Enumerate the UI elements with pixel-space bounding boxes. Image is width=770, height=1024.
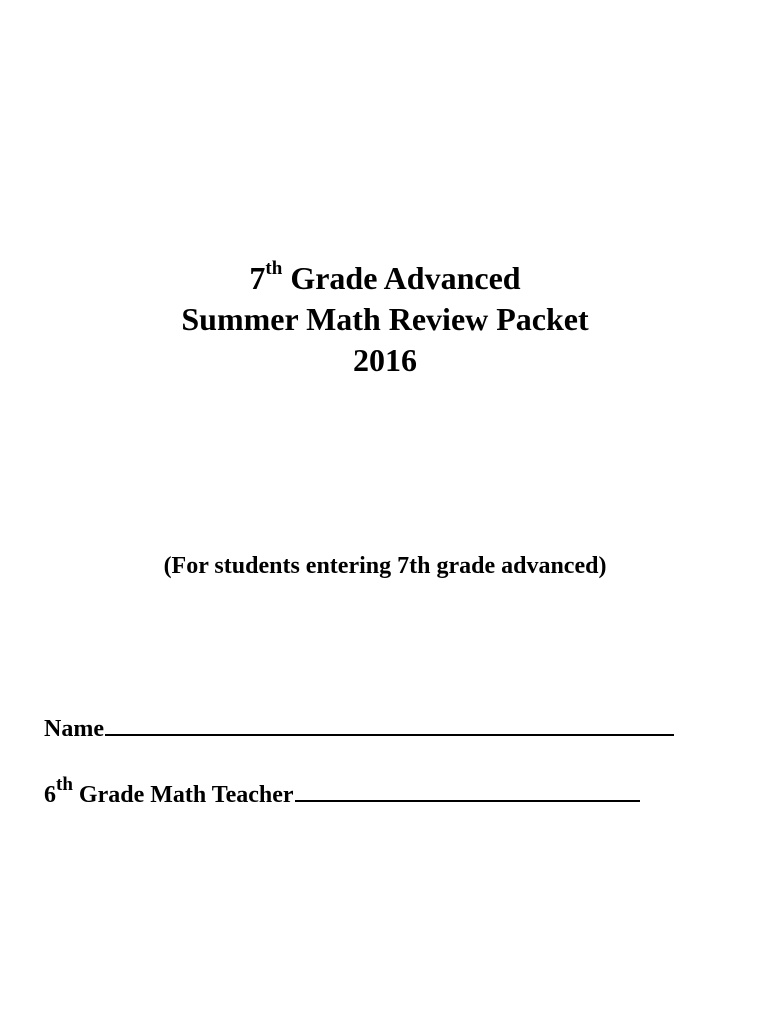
teacher-grade-ordinal: th	[56, 774, 73, 795]
title-line-packet: Summer Math Review Packet	[181, 301, 589, 337]
name-blank-line[interactable]	[105, 712, 674, 736]
packet-subtitle: (For students entering 7th grade advanced)	[163, 553, 607, 579]
title-grade-ordinal: th	[265, 258, 283, 280]
packet-title	[0, 258, 770, 381]
name-label: Name	[44, 716, 104, 742]
title-line-grade	[0, 258, 770, 299]
teacher-grade-number: 6	[44, 782, 56, 808]
teacher-blank-line[interactable]	[295, 778, 640, 802]
title-grade-number: 7	[249, 260, 266, 296]
teacher-field	[44, 774, 640, 811]
teacher-label-rest: Grade Math Teacher	[72, 782, 294, 808]
name-field	[44, 712, 674, 745]
teacher-label	[44, 774, 294, 811]
title-grade-rest: Grade Advanced	[282, 260, 521, 296]
title-line-year: 2016	[353, 342, 417, 378]
